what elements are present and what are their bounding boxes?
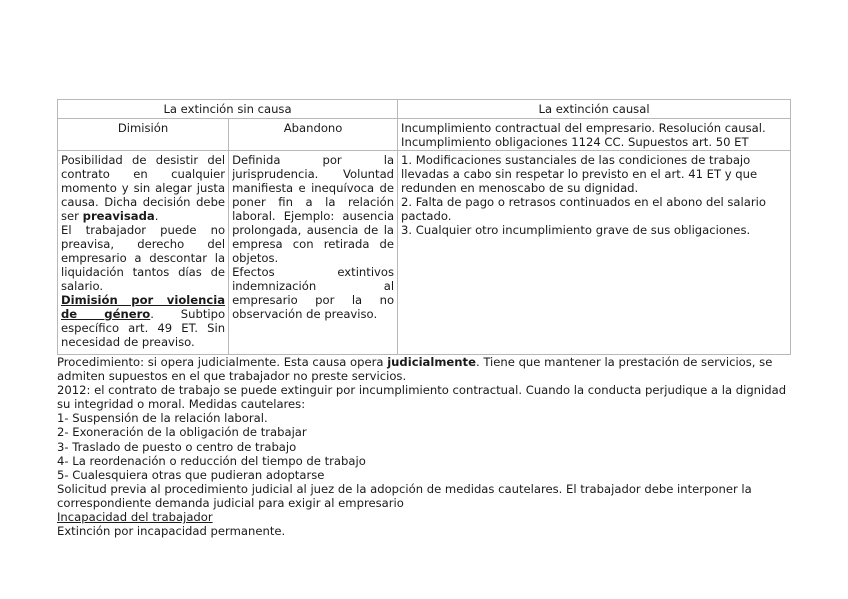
abandono-paragraph-1: Definida por la jurisprudencia. Voluntad manifiesta e inequívoca de poner fin a la relación laboral. Ejemplo: ausencia prolongada, ausencia de la empresa con retirada de objetos. <box>232 153 395 265</box>
procedimiento-paragraph <box>57 355 791 383</box>
measure-item: 4- La reordenación o reducción del tiempo de trabajo <box>57 453 366 468</box>
extincion-paragraph: Extinción por incapacidad permanente. <box>57 524 286 539</box>
measure-item: 1- Suspensión de la relación laboral. <box>57 411 268 426</box>
preavisada-bold: preavisada <box>82 209 155 223</box>
solicitud-paragraph: Solicitud previa al procedimiento judicial al juez de la adopción de medidas cautelares. El trabajador debe interponer la correspondiente demanda judicial para exigir al empresario <box>57 481 752 510</box>
measure-item: 2- Exoneración de la obligación de trabajar <box>57 425 307 440</box>
judicialmente-bold: judicialmente <box>387 355 476 369</box>
dimision-paragraph-2: El trabajador puede no preavisa, derecho del empresario a descontar la liquidación tantos días de salario. <box>61 223 226 293</box>
measure-item: 5- Cualesquiera otras que pudieran adoptarse <box>57 467 325 482</box>
violencia-genero-heading: Dimisión por violencia de género <box>61 293 226 321</box>
dimision-paragraph-3 <box>61 293 225 349</box>
table-body-row <box>58 151 791 355</box>
procedimiento-text-end: . Tiene que mantener la prestación de servicios, se admiten supuestos en el que trabajador no preste servicios. <box>57 355 773 384</box>
dimision-paragraph-1 <box>61 153 225 223</box>
dimision-p3-text: . Subtipo específico art. 49 ET. Sin necesidad de preaviso. <box>61 307 226 349</box>
subheader-dimision: Dimisión <box>58 119 229 151</box>
causal-item-2: 2. Falta de pago o retrasos continuados en el abono del salario pactado. <box>401 195 766 223</box>
table-subheader-row <box>58 119 791 151</box>
dimision-p1-end: . <box>154 209 159 223</box>
procedimiento-text: Procedimiento: si opera judicialmente. Esta causa opera <box>57 355 388 369</box>
dimision-p1-text: Posibilidad de desistir del contrato en cualquier momento y sin alegar justa causa. Dicha decisión debe ser <box>61 153 226 223</box>
causal-cell <box>398 151 791 355</box>
paragraph-2012: 2012: el contrato de trabajo se puede extinguir por incumplimiento contractual. Cuando la conducta perjudique a la dignidad su integridad o moral. Medidas cautelares: <box>57 383 787 412</box>
subheader-abandono: Abandono <box>229 119 398 151</box>
subheader-causal: Incumplimiento contractual del empresario. Resolución causal. Incumplimiento obligaciones 1124 CC. Supuestos art. 50 ET <box>398 119 791 151</box>
dimision-cell <box>58 151 229 355</box>
abandono-cell <box>229 151 398 355</box>
document-page <box>57 99 791 538</box>
incapacidad-heading: Incapacidad del trabajador <box>57 510 213 525</box>
table-header-row <box>58 100 791 119</box>
abandono-paragraph-2: Efectos extintivos indemnización al empresario por la no observación de preaviso. <box>232 265 395 321</box>
extincion-table <box>57 99 791 355</box>
header-sin-causa: La extinción sin causa <box>58 100 398 119</box>
post-table-text <box>57 355 791 538</box>
measure-item: 3- Traslado de puesto o centro de trabajo <box>57 439 297 454</box>
header-causal: La extinción causal <box>398 100 791 119</box>
causal-item-1: 1. Modificaciones sustanciales de las condiciones de trabajo llevadas a cabo sin respetar lo previsto en el art. 41 ET y que redunden en menoscabo de su dignidad. <box>401 153 758 195</box>
causal-item-3: 3. Cualquier otro incumplimiento grave de sus obligaciones. <box>401 223 751 237</box>
